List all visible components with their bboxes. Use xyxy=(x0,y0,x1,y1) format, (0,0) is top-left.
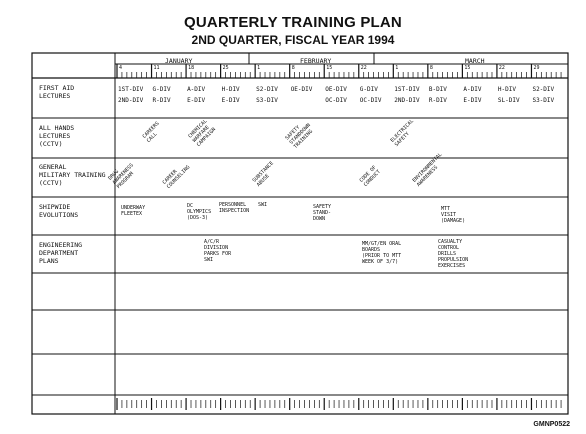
date-label: 1 xyxy=(395,65,399,71)
first-aid-entry xyxy=(394,86,419,104)
first-aid-entry xyxy=(498,86,520,104)
first-aid-line-1: B-DIV xyxy=(428,86,447,93)
gmt-item: CODE OF CONDUCT xyxy=(358,164,382,188)
gmt-item: CAREER COUNSELING xyxy=(161,164,192,190)
first-aid-line-2: E-DIV xyxy=(221,97,240,104)
date-label: 25 xyxy=(222,65,229,71)
first-aid-entry xyxy=(429,86,447,104)
first-aid-entry xyxy=(187,86,205,104)
shipwide-item: UNDERWAY FLEETEX xyxy=(121,205,146,217)
first-aid-line-1: 1ST-DIV xyxy=(394,86,420,93)
engineering-item: CASUALTY CONTROL DRILLS PROPULSION EXERCISES xyxy=(438,239,469,269)
gmt-item: DRUG AWARENESS PROGRAM xyxy=(107,162,135,190)
month-february: FEBRUARY xyxy=(300,57,332,65)
row-label-engineering: ENGINEERING DEPARTMENT PLANS xyxy=(39,241,83,265)
shipwide-item: PERSONNEL INSPECTION xyxy=(219,202,250,214)
first-aid-line-1: A-DIV xyxy=(463,86,482,93)
first-aid-line-2: E-DIV xyxy=(187,97,206,104)
date-label: 1 xyxy=(257,65,261,71)
date-label: 29 xyxy=(533,65,540,71)
page-title: QUARTERLY TRAINING PLAN xyxy=(184,14,402,31)
row-label-first-aid: FIRST AID LECTURES xyxy=(39,84,75,100)
gmt-item: ENVIRONMENTAL AWARENESS xyxy=(411,151,444,188)
first-aid-entry xyxy=(463,86,481,104)
date-label: 22 xyxy=(360,65,367,71)
all-hands-item: SAFETY STANDDOWN TRAINING xyxy=(284,122,315,150)
first-aid-line-1: S2-DIV xyxy=(256,86,278,93)
all-hands-item: CHEMICAL WARFARE CAMPAIGN xyxy=(187,118,218,148)
first-aid-line-2: OC-DIV xyxy=(359,97,382,104)
first-aid-line-1: S2-DIV xyxy=(532,86,555,93)
first-aid-line-1: G-DIV xyxy=(152,86,171,93)
date-label: 18 xyxy=(188,65,195,71)
first-aid-line-1: A-DIV xyxy=(187,86,206,93)
shipwide-item: SWI xyxy=(258,202,268,208)
date-label: 15 xyxy=(464,65,471,71)
first-aid-entry xyxy=(256,86,278,104)
row-label-all-hands: ALL HANDS LECTURES (CCTV) xyxy=(39,124,75,148)
date-label: 8 xyxy=(291,65,295,71)
month-january: JANUARY xyxy=(165,57,193,65)
first-aid-line-1: OE-DIV xyxy=(290,86,313,93)
figure-code: GMNP0522 xyxy=(533,421,570,428)
first-aid-line-2: 2ND-DIV xyxy=(118,97,144,104)
engineering-item: A/C/R DIVISION PARKS FOR SWI xyxy=(204,239,232,263)
first-aid-line-2: OC-DIV xyxy=(325,97,347,104)
engineering-item: MM/GT/EN ORAL BOARDS (PRIOR TO MTT WEEK OF 3/7) xyxy=(362,241,402,265)
all-hands-item: CAREERS CALL xyxy=(141,120,161,144)
date-label: 15 xyxy=(326,65,333,71)
shipwide-item: SAFETY STAND- DOWN xyxy=(313,204,332,222)
first-aid-entry xyxy=(291,86,313,97)
first-aid-entry xyxy=(532,86,554,104)
first-aid-line-1: H-DIV xyxy=(221,86,240,93)
all-hands-item: ELECTRICAL SAFETY xyxy=(389,118,416,148)
date-label: 11 xyxy=(153,65,160,71)
month-march: MARCH xyxy=(465,57,485,65)
first-aid-entry xyxy=(153,86,171,104)
first-aid-entry xyxy=(325,86,347,104)
date-label: 8 xyxy=(429,65,433,71)
first-aid-line-2: SL-DIV xyxy=(497,97,520,104)
date-label: 4 xyxy=(119,65,123,71)
date-label: 22 xyxy=(498,65,505,71)
first-aid-line-1: OE-DIV xyxy=(325,86,347,93)
first-aid-entry xyxy=(360,86,382,104)
first-aid-line-1: 1ST-DIV xyxy=(118,86,144,93)
first-aid-line-2: 2ND-DIV xyxy=(394,97,420,104)
first-aid-line-2: S3-DIV xyxy=(256,97,278,104)
first-aid-line-2: R-DIV xyxy=(152,97,171,104)
first-aid-line-1: H-DIV xyxy=(497,86,516,93)
first-aid-line-2: S3-DIV xyxy=(532,97,555,104)
shipwide-item: DC OLYMPICS (DOS-3) xyxy=(187,203,212,221)
first-aid-line-2: E-DIV xyxy=(463,97,482,104)
first-aid-line-2: R-DIV xyxy=(428,97,447,104)
shipwide-item: MTT VISIT (DAMAGE) xyxy=(441,206,466,224)
row-label-shipwide: SHIPWIDE EVOLUTIONS xyxy=(39,203,79,219)
gmt-item: SUBSTANCE ABUSE xyxy=(251,160,275,188)
first-aid-line-1: G-DIV xyxy=(359,86,378,93)
page-subtitle: 2ND QUARTER, FISCAL YEAR 1994 xyxy=(191,33,395,47)
first-aid-entry xyxy=(118,86,143,104)
first-aid-entry xyxy=(222,86,240,104)
row-label-gmt: GENERAL MILITARY TRAINING (CCTV) xyxy=(39,163,106,187)
